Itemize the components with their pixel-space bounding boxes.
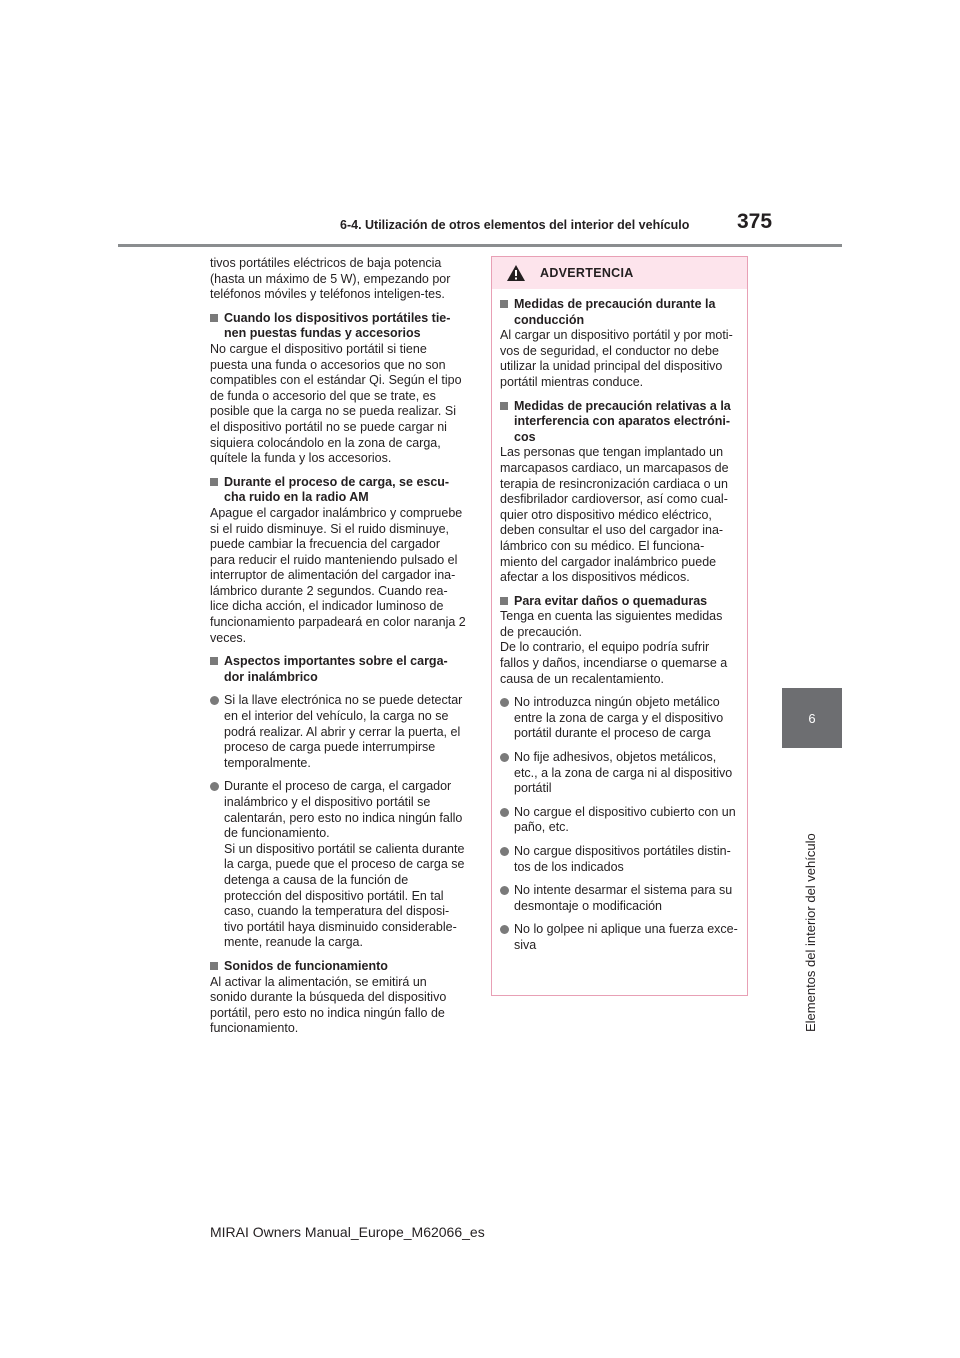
circle-bullet-icon [500,698,509,707]
section-fundas [210,311,466,467]
circle-bullet-icon [500,847,509,856]
section-body: Al activar la alimentación, se emitirá un sonido durante la búsqueda del dispositivo portátil, pero esto no indica ningún fallo de funcionamiento. [210,974,447,1036]
section-title: Aspectos importantes sobre el carga-dor inalámbrico [224,654,448,684]
circle-bullet-icon [500,808,509,817]
section-title: Sonidos de funcionamiento [224,958,388,973]
chapter-side-title: Elementos del interior del vehículo [803,833,818,1032]
list-item [500,844,739,875]
warning-header [492,257,747,289]
list-item [210,779,466,951]
list-item [500,750,739,797]
section-heading [500,297,739,328]
square-bullet-icon [210,314,218,322]
square-bullet-icon [500,597,508,605]
list-item-text: No fije adhesivos, objetos metálicos, etc., a la zona de carga ni al dispositivo portátil [514,750,733,796]
header-rule [118,244,842,247]
circle-bullet-icon [500,886,509,895]
chapter-number: 6 [808,710,816,726]
intro-paragraph: tivos portátiles eléctricos de baja potencia (hasta un máximo de 5 W), empezando por teléfonos móviles y teléfonos inteligen-tes. [210,256,451,302]
section-heading [500,399,739,446]
section-title: Medidas de precaución relativas a la interferencia con aparatos electróni-cos [514,398,731,444]
section-ruido-am [210,475,466,647]
square-bullet-icon [210,962,218,970]
square-bullet-icon [210,478,218,486]
section-body: Al cargar un dispositivo portátil y por moti-vos de seguridad, el conductor no debe utilizar la unidad principal del dispositivo portátil mientras conduce. [500,328,733,389]
section-heading [210,475,466,506]
list-item [500,883,739,914]
page-number: 375 [737,210,773,233]
section-heading [210,654,466,685]
circle-bullet-icon [210,696,219,705]
list-item-text: Si la llave electrónica no se puede detectar en el interior del vehículo, la carga no se podrá realizar. Al abrir y cerrar la puerta, el proceso de carga puede interrumpirse temporalmente. [224,693,463,770]
section-body: No cargue el dispositivo portátil si tiene puesta una funda o accesorios que no son compatibles con el estándar Qi. Según el tipo de funda o accesorio del que se trate, es posible que la carga no se pueda realizar. Si el dispositivo portátil no se puede cargar ni siquiera colocándolo en la zona de carga, quítele la funda y los accesorios. [210,341,462,466]
section-sonidos [210,959,466,1037]
footer-text: MIRAI Owners Manual_Europe_M62066_es [210,1224,485,1240]
square-bullet-icon [500,300,508,308]
circle-bullet-icon [500,753,509,762]
list-item [500,922,739,953]
list-item [210,693,466,771]
warning-box [491,256,748,996]
list-item-text: No cargue dispositivos portátiles distin-tos de los indicados [514,844,731,874]
section-title: Cuando los dispositivos portátiles tie-nen puestas fundas y accesorios [224,310,451,341]
section-title: Medidas de precaución durante la conducción [514,297,716,327]
list-item-text: No lo golpee ni aplique una fuerza exce-siva [514,922,738,952]
section-title: Para evitar daños o quemaduras [514,593,708,608]
section-aspectos [210,654,466,951]
section-body: Apague el cargador inalámbrico y compruebe si el ruido disminuye. Si el ruido disminuye, puede cambiar la frecuencia del cargador para reducir el ruido manteniendo pulsado el interruptor de alimentación del cargador ina-lámbrico durante 2 segundos. Cuando rea-lice dicha acción, el indicador luminoso de funcionamiento parpadeará en color naranja 2 veces. [210,505,466,645]
section-body: Tenga en cuenta las siguientes medidas de precaución. De lo contrario, el equipo podría sufrir fallos y daños, incendiarse o quemarse a causa de un recalentamiento. [500,609,728,686]
section-heading [210,311,466,342]
chapter-tab [782,688,842,748]
circle-bullet-icon [500,925,509,934]
warning-triangle-icon [506,264,526,282]
left-column [210,256,466,1045]
warning-section-conduccion [500,297,739,391]
section-heading [210,959,466,975]
warning-section-danos [500,594,739,954]
section-body: Las personas que tengan implantado un marcapasos cardiaco, un marcapasos de terapia de resincronización cardiaca o un desfibrilador cardioversor, así como cual-quier otro dispositivo médico eléctrico, deben consultar el uso del cargador ina-lámbrico con su médico. El funciona-miento del cargador inalámbrico puede afectar a los dispositivos médicos. [500,445,729,585]
warning-section-interferencia [500,399,739,586]
square-bullet-icon [210,657,218,665]
list-item [500,695,739,742]
list-item-text: Durante el proceso de carga, el cargador inalámbrico y el dispositivo portátil se calentarán, pero esto no indica ningún fallo de funcionamiento. Si un dispositivo portátil se calienta durante la carga, puede que el proceso de carga se detenga a causa de la función de protección del dispositivo portátil. En tal caso, cuando la temperatura del disposi-tivo portátil haya disminuido considerable-mente, reanude la carga. [224,779,465,950]
section-title: Durante el proceso de carga, se escu-cha ruido en la radio AM [224,474,450,505]
square-bullet-icon [500,402,508,410]
list-item-text: No cargue el dispositivo cubierto con un paño, etc. [514,804,736,835]
list-item-text: No introduzca ningún objeto metálico entre la zona de carga y el dispositivo portátil durante el proceso de carga [514,695,724,741]
list-item [500,805,739,836]
list-item-text: No intente desarmar el sistema para su desmontaje o modificación [514,883,733,913]
header-section-title: 6-4. Utilización de otros elementos del interior del vehículo [340,218,690,232]
warning-title: ADVERTENCIA [540,266,634,280]
section-heading [500,594,739,610]
circle-bullet-icon [210,782,219,791]
warning-body [492,289,747,954]
